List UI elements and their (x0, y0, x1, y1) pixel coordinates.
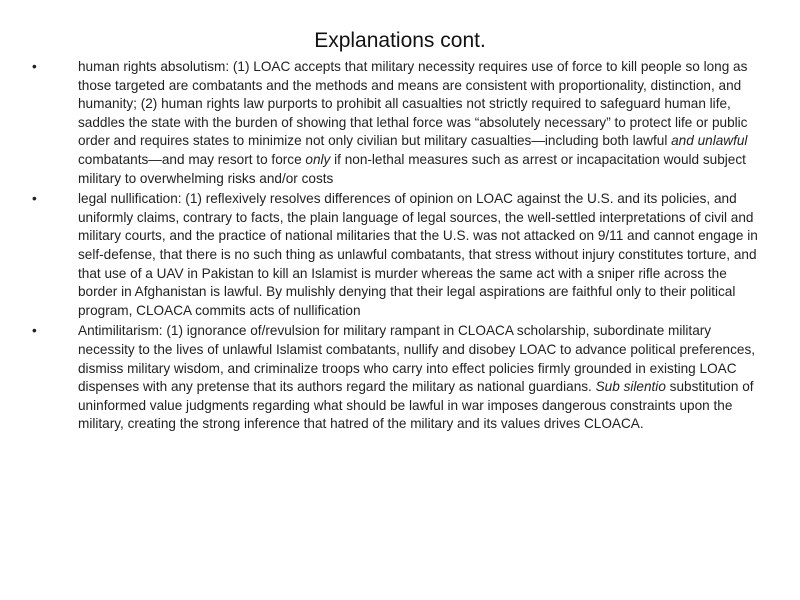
text-segment-italic: only (305, 151, 331, 167)
text-segment: substitution of uninformed value judgments regarding what should be lawful in war imposes dangerous constraints upon the military, creating the strong inference that hatred of the military and its values drives CLOACA. (78, 379, 754, 432)
text-segment: if non-lethal measures such as arrest or incapacitation would subject military to overwhelming risks and/or costs (78, 151, 746, 186)
bullet-text (78, 59, 747, 186)
text-segment: human rights absolutism: (1) LOAC accepts that military necessity requires use of force to kill people so long as those targeted are combatants and the methods and means are consistent with proportionality, distinction, and humanity; (2) human rights law purports to prohibit all casualties not strictly required to safeguard human life, saddles the state with the burden of showing that lethal force was “absolutely necessary” to protect life or public order and requires states to minimize not only civilian but military casualties—including both lawful (78, 59, 748, 149)
bullet-item-human-rights-absolutism (32, 58, 760, 188)
text-segment: Antimilitarism: (1) ignorance of/revulsion for military rampant in CLOACA scholarship, subordinate military necessity to the lives of unlawful Islamist combatants, nullify and disobey LOAC to advance political preferences, dismiss military wisdom, and criminalize troops who carry into effect policies firmly grounded in existing LOAC dispenses with any pretense that its authors regard the military as national guardians. (78, 323, 756, 395)
text-segment: legal nullification: (1) reflexively resolves differences of opinion on LOAC against the U.S. and its policies, and uniformly claims, contrary to facts, the plain language of legal sources, the well-settled interpretations of civil and military courts, and the practice of national militaries that the U.S. was not attacked on 9/11 and cannot engage in self-defense, that there is no such thing as unlawful combatants, that stress without injury constitutes torture, and that use of a UAV in Pakistan to kill an Islamist is murder whereas the same act with a sniper rifle across the border in Afghanistan is lawful. By mulishly denying that their legal aspirations are faithful only to their political program, CLOACA commits acts of nullification (78, 191, 758, 318)
bullet-mark: • (32, 191, 37, 207)
text-segment-italic: and unlawful (671, 133, 748, 149)
bullet-text (78, 191, 758, 318)
text-segment: combatants—and may resort to force (78, 151, 306, 167)
bullet-item-legal-nullification (32, 190, 760, 320)
bullet-text (78, 323, 755, 431)
text-segment-italic: Sub silentio (595, 379, 666, 395)
bullet-list (32, 58, 760, 436)
slide-title: Explanations cont. (314, 29, 486, 52)
bullet-mark: • (32, 323, 37, 339)
bullet-mark: • (32, 59, 37, 74)
bullet-item-antimilitarism (32, 322, 760, 434)
